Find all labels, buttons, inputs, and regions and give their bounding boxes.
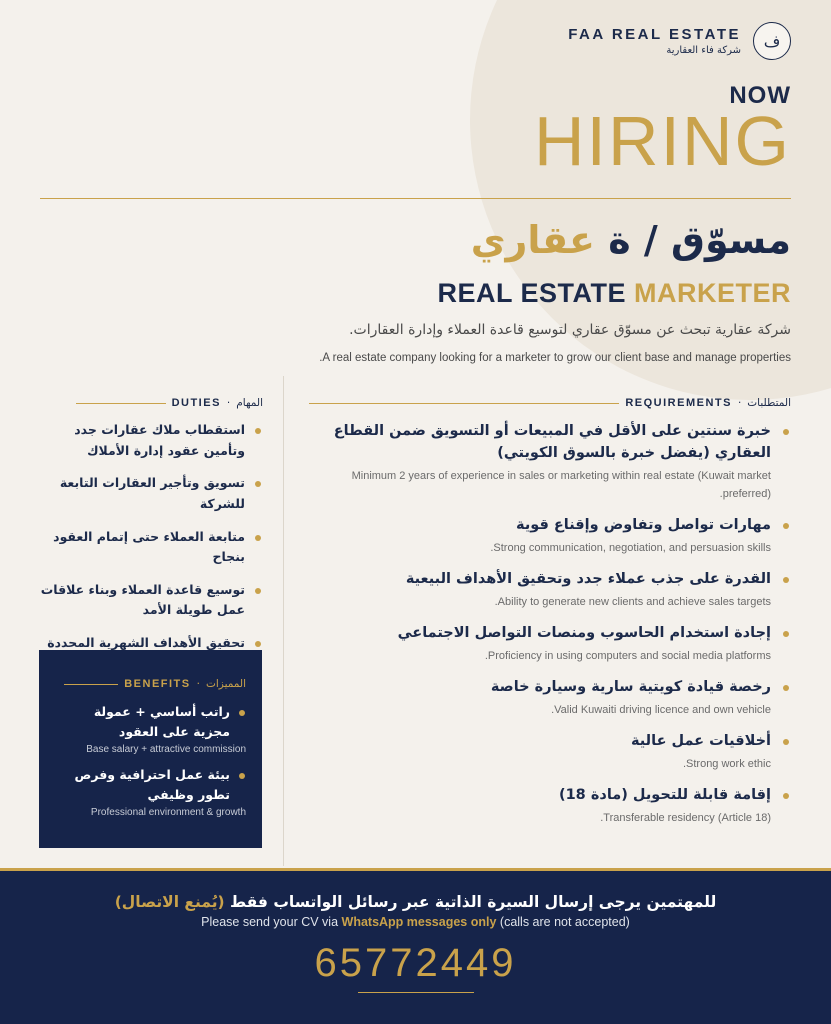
heading-rule [309, 403, 619, 404]
heading-separator: · [196, 678, 200, 690]
requirements-heading [309, 397, 791, 409]
duties-list [38, 420, 263, 666]
job-title-arabic [471, 218, 791, 264]
job-title-english-part1: REAL ESTATE [437, 278, 626, 308]
contact-instructions-arabic-main: للمهتمين يرجى إرسال السيرة الذاتية عبر رسائل الواتساب فقط [230, 893, 717, 911]
benefits-heading [55, 678, 246, 690]
list-item: متابعة العملاء حتى إتمام العقود بنجاح [38, 527, 263, 568]
requirement-arabic: مهارات تواصل وتفاوض وإقناع قوية [516, 517, 771, 534]
requirements-heading-english: REQUIREMENTS [625, 397, 732, 409]
contact-instructions-english-post: (calls are not accepted) [499, 915, 630, 929]
heading-separator: · [226, 397, 231, 409]
contact-instructions-arabic [0, 893, 831, 911]
benefit-english: Professional environment & growth [90, 807, 246, 818]
requirement-english: Minimum 2 years of experience in sales or marketing within real estate (Kuwait market preferred). [351, 469, 771, 500]
benefit-arabic: راتب أساسي + عمولة مجزية على العقود [93, 704, 230, 739]
column-divider [283, 376, 284, 866]
list-item [301, 420, 791, 503]
benefits-heading-arabic: المميزات [205, 678, 246, 690]
list-item: تحقيق الأهداف الشهرية المحددة [38, 633, 263, 654]
heading-rule [76, 403, 166, 404]
list-item [55, 702, 246, 755]
no-calls-note-arabic: (يُمنع الاتصال) [114, 893, 225, 911]
duties-heading-english: DUTIES [171, 397, 221, 409]
logo-letter: ف [763, 31, 781, 51]
job-title-english-part2: MARKETER [634, 278, 791, 308]
requirement-arabic: خبرة سنتين على الأقل في المبيعات أو التسويق ضمن القطاع العقاري (يفضل خبرة بالسوق الكويتي) [333, 423, 771, 462]
benefit-english: Base salary + attractive commission [86, 744, 246, 755]
benefits-list [55, 702, 246, 818]
description-arabic: شركة عقارية تبحث عن مسوّق عقاري لتوسيع قاعدة العملاء وإدارة العقارات. [349, 322, 791, 338]
job-title-arabic-part1: مسوّق / ة [608, 218, 791, 262]
brand-header [568, 22, 791, 60]
list-item: توسيع قاعدة العملاء وبناء علاقات عمل طويلة الأمد [38, 580, 263, 621]
list-item [301, 514, 791, 557]
header-divider [40, 198, 791, 199]
brand-logo [753, 22, 791, 60]
duties-heading-arabic: المهام [236, 397, 263, 409]
requirement-english: Proficiency in using computers and social media platforms. [484, 649, 771, 662]
list-item: استقطاب ملاك عقارات جدد وتأمين عقود إدارة الأملاك [38, 420, 263, 461]
list-item: تسويق وتأجير العقارات التابعة للشركة [38, 473, 263, 514]
headline-now: NOW [729, 82, 791, 109]
requirement-arabic: أخلاقيات عمل عالية [630, 733, 771, 750]
list-item [301, 730, 791, 773]
list-item [301, 568, 791, 611]
requirements-list [301, 420, 791, 839]
requirement-english: Valid Kuwaiti driving licence and own vehicle. [551, 703, 771, 716]
requirement-english: Ability to generate new clients and achieve sales targets. [494, 595, 771, 608]
benefits-box [39, 650, 262, 848]
requirements-heading-arabic: المتطلبات [747, 397, 791, 409]
benefits-heading-english: BENEFITS [124, 678, 191, 690]
requirement-arabic: رخصة قيادة كويتية سارية وسيارة خاصة [490, 679, 771, 696]
requirement-arabic: القدرة على جذب عملاء جدد وتحقيق الأهداف البيعية [405, 571, 771, 588]
contact-footer [0, 868, 831, 1024]
duties-heading [76, 397, 263, 409]
requirement-arabic: إجادة استخدام الحاسوب ومنصات التواصل الاجتماعي [397, 625, 771, 642]
description-english: A real estate company looking for a marketer to grow our client base and manage properties. [319, 352, 791, 364]
requirement-english: Transferable residency (Article 18). [600, 811, 771, 824]
requirement-arabic: إقامة قابلة للتحويل (مادة 18) [558, 787, 771, 804]
benefit-arabic: بيئة عمل احترافية وفرص تطور وظيفي [74, 767, 230, 802]
contact-instructions-english-pre: Please send your CV via [201, 915, 339, 929]
brand-text [568, 26, 741, 56]
brand-name: FAA REAL ESTATE [568, 26, 741, 43]
list-item [301, 676, 791, 719]
brand-name-arabic: شركة فاء العقارية [666, 45, 741, 56]
requirement-english: Strong work ethic. [682, 757, 771, 770]
heading-rule [64, 684, 118, 685]
heading-separator: · [737, 397, 742, 409]
headline-hiring: HIRING [534, 102, 791, 180]
list-item [301, 622, 791, 665]
background-circle [470, 0, 831, 400]
list-item [55, 765, 246, 818]
job-title-arabic-part2: عقاري [470, 218, 595, 262]
list-item [301, 784, 791, 827]
phone-underline [358, 992, 474, 993]
contact-instructions-english [0, 915, 831, 929]
phone-number: 65772449 [314, 941, 517, 985]
whatsapp-highlight: WhatsApp messages only [341, 915, 497, 929]
requirement-english: Strong communication, negotiation, and persuasion skills. [490, 541, 771, 554]
job-title-english [437, 278, 791, 309]
